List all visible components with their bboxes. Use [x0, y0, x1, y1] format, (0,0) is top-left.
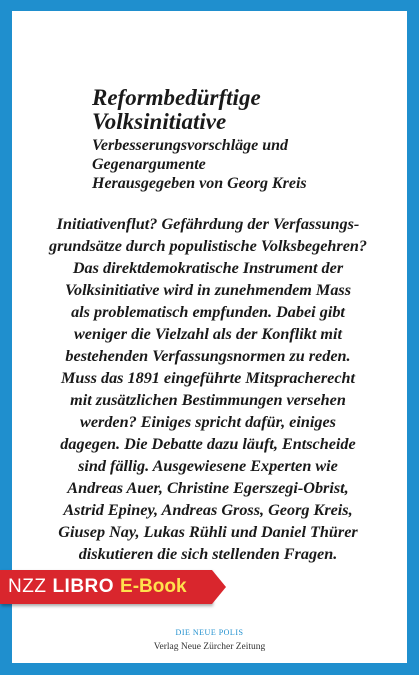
badge-notch	[212, 570, 226, 604]
book-subtitle-line-2: Gegenargumente	[92, 156, 206, 173]
blurb-text	[30, 213, 386, 565]
blurb-line: als problematisch empfunden. Dabei gibt	[71, 303, 345, 321]
blurb-line: sind fällig. Ausgewiesene Experten wie	[78, 457, 338, 475]
badge-libro: LIBRO	[52, 576, 115, 597]
blurb-line: diskutieren die sich stellenden Fragen.	[78, 545, 338, 563]
nzz-libro-ebook-badge	[0, 570, 212, 604]
blurb-line: Initiativenflut? Gefährdung der Verfassungs-	[56, 215, 360, 233]
blurb-line: Volksinitiative wird in zunehmendem Mass	[64, 281, 352, 299]
badge-ebook: E-Book	[120, 576, 187, 597]
blurb-line: werden? Einiges spricht dafür, einiges	[80, 413, 336, 431]
book-title-line-1: Reformbedürftige	[92, 85, 261, 110]
blurb-line: bestehenden Verfassungsnormen zu reden.	[65, 347, 351, 365]
blurb-line: Muss das 1891 eingeführte Mitspracherecht	[60, 369, 356, 387]
book-subtitle-line-1: Verbesserungsvorschläge und	[92, 137, 289, 154]
series-name: DIE NEUE POLIS	[175, 628, 244, 637]
blurb-line: Andreas Auer, Christine Egerszegi-Obrist,	[67, 479, 349, 497]
blurb-line: weniger die Vielzahl als der Konflikt mit	[73, 325, 343, 343]
blurb-line: mit zusätzlichen Bestimmungen versehen	[70, 391, 346, 409]
blurb-line: Astrid Epiney, Andreas Gross, Georg Kreis,	[63, 501, 353, 519]
title-block	[92, 86, 392, 193]
blurb-line: grundsätze durch populistische Volksbegehren?	[49, 237, 367, 255]
book-title-line-2: Volksinitiative	[92, 109, 227, 134]
badge-nzz: NZZ	[8, 576, 47, 597]
publisher-name: Verlag Neue Zürcher Zeitung	[153, 642, 266, 652]
blurb-line: dagegen. Die Debatte dazu läuft, Entscheide	[60, 435, 356, 453]
book-editor: Herausgegeben von Georg Kreis	[92, 175, 307, 192]
blurb-line: Das direktdemokratische Instrument der	[72, 259, 344, 277]
blurb-line: Giusep Nay, Lukas Rühli und Daniel Thürer	[58, 523, 358, 541]
